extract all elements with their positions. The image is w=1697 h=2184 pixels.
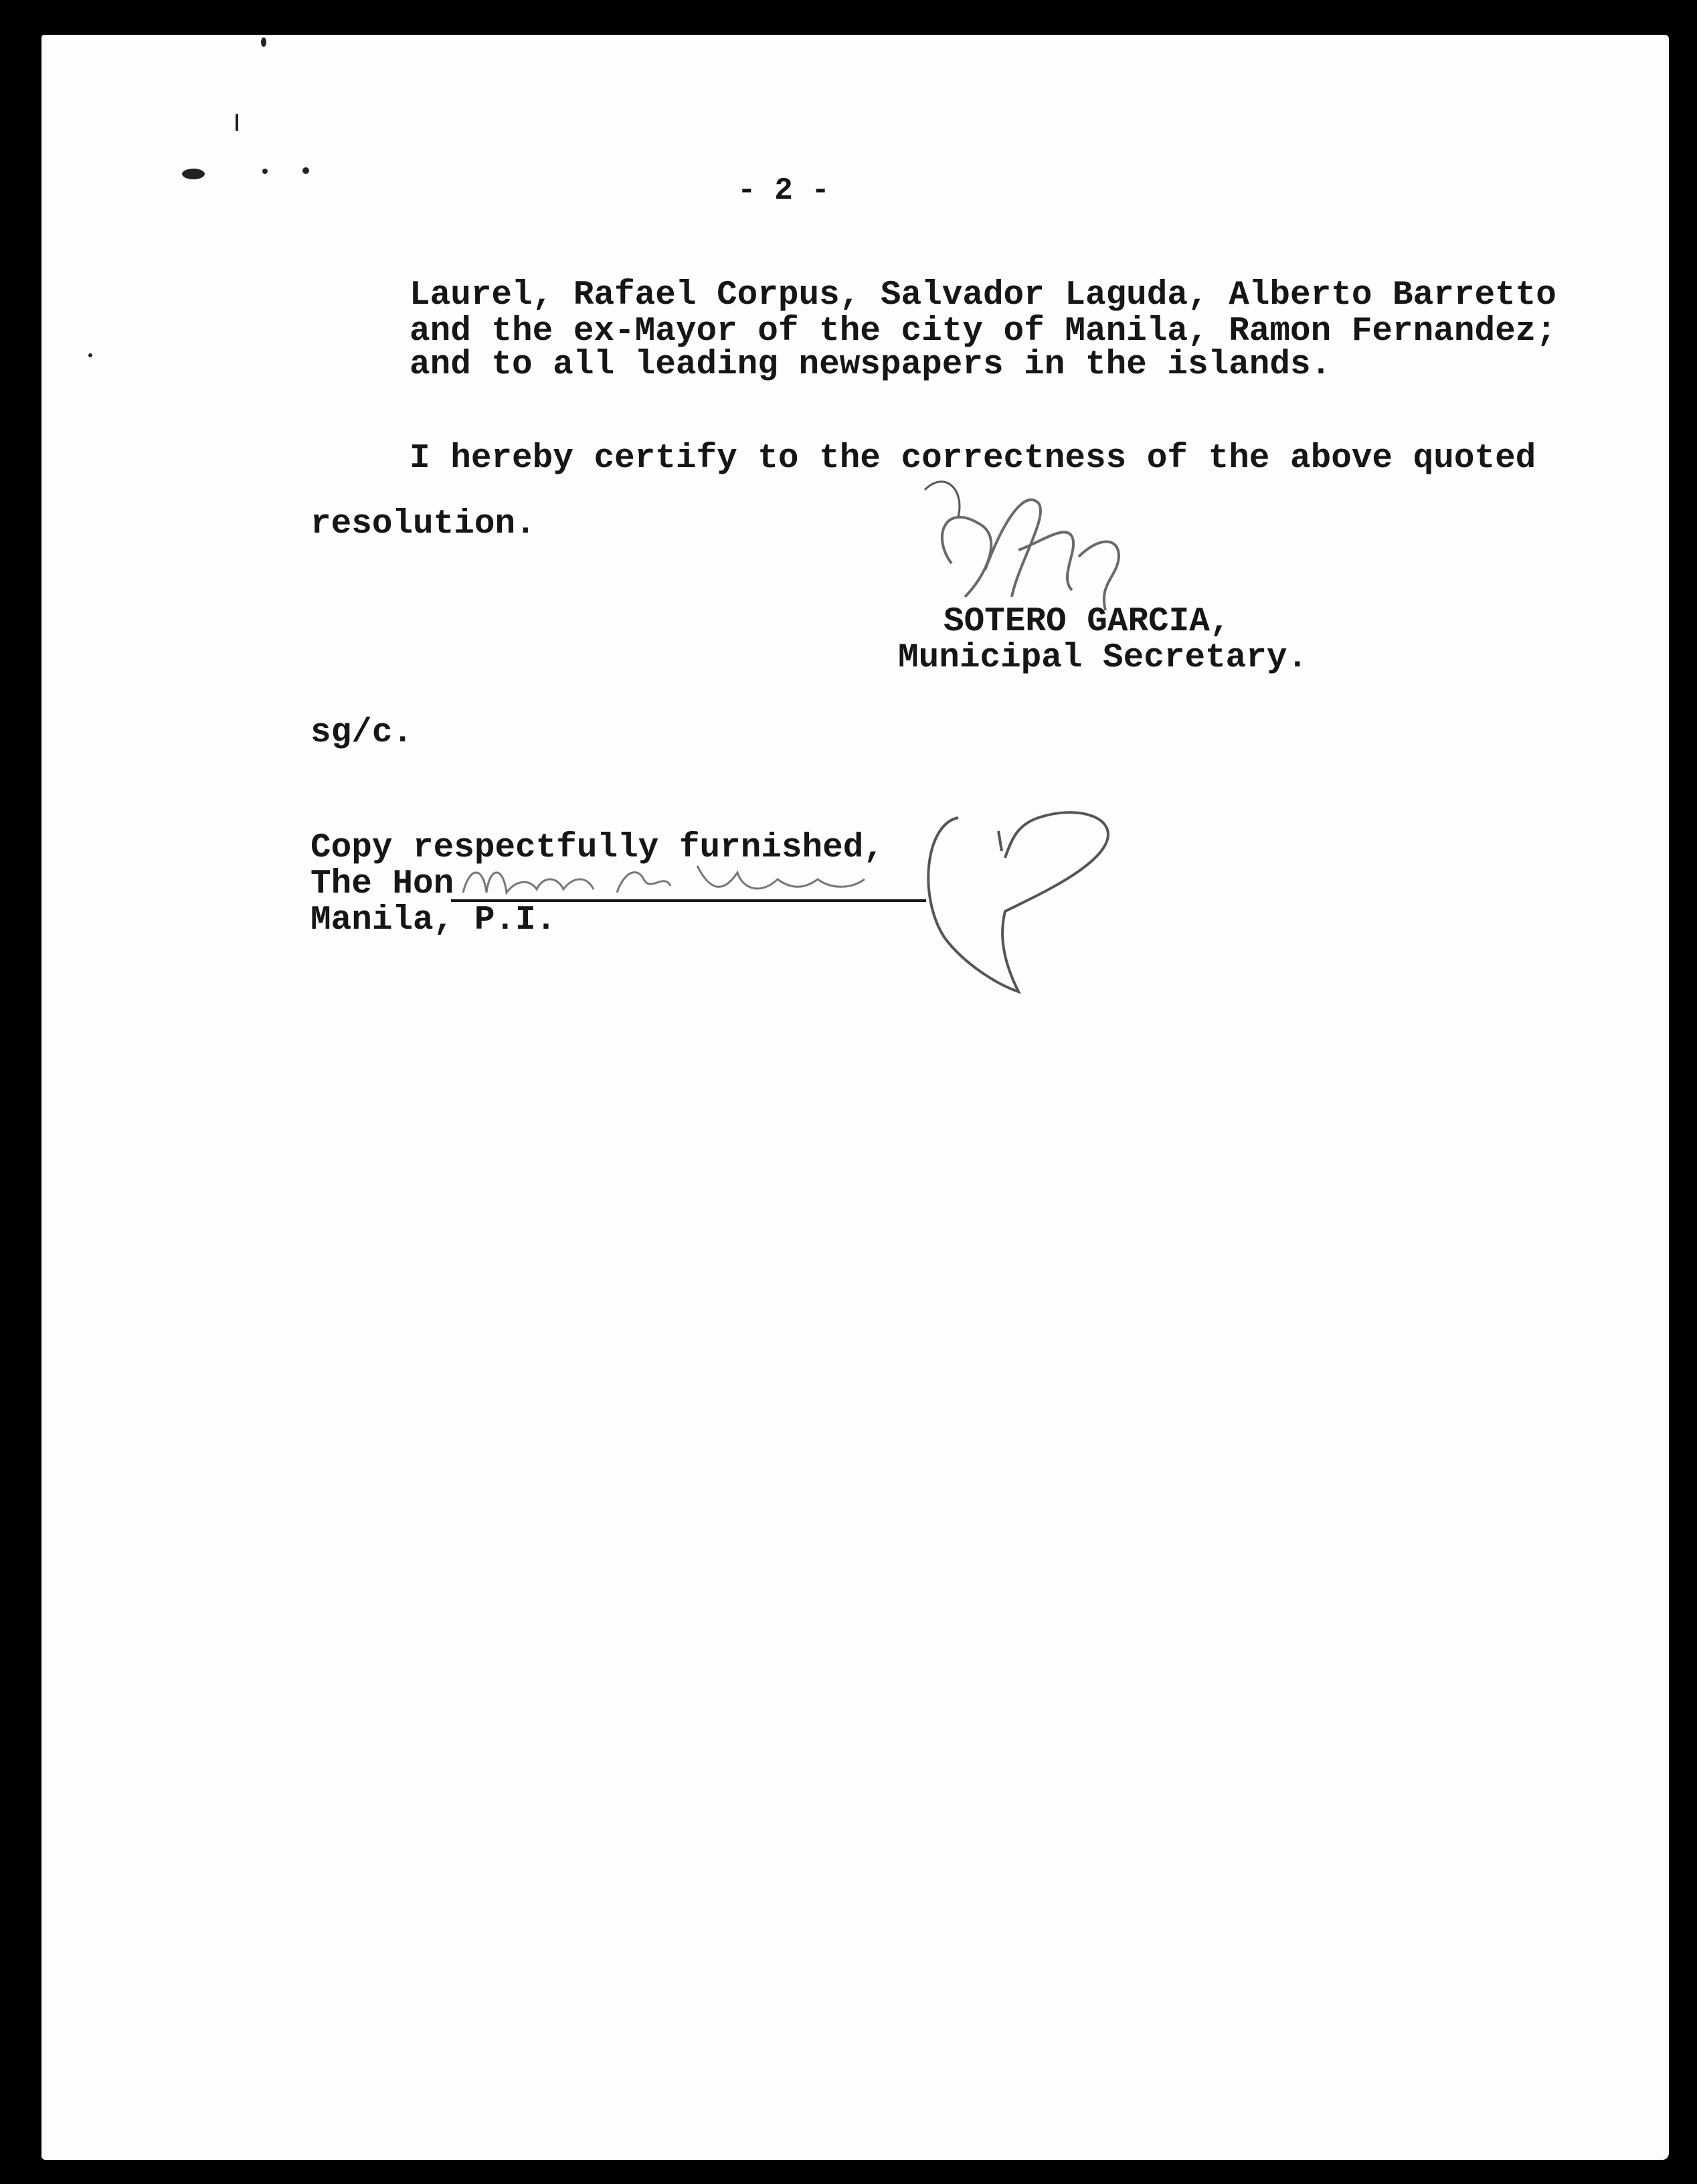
paragraph-line: and the ex-Mayor of the city of Manila, Ramon Fernandez; <box>410 312 1556 351</box>
scan-speck <box>236 114 238 131</box>
copy-furnished-line: Copy respectfully furnished, <box>310 829 884 867</box>
scan-speck <box>182 169 205 179</box>
document-page <box>41 35 1669 2160</box>
certification-line: I hereby certify to the correctness of the above quoted <box>410 440 1536 478</box>
handwritten-mark <box>905 791 1146 1005</box>
scan-speck <box>302 167 309 174</box>
copy-furnished-line: Manila, P.I. <box>310 901 557 939</box>
copy-furnished-line: The Hon <box>310 865 454 903</box>
paragraph-line: Laurel, Rafael Corpus, Salvador Laguda, Alberto Barretto <box>410 276 1556 314</box>
paragraph-line: and to all leading newspapers in the islands. <box>410 346 1332 384</box>
signer-title: Municipal Secretary. <box>898 639 1308 677</box>
scan-speck <box>262 169 268 174</box>
scan-speck <box>88 353 92 357</box>
signer-name: SOTERO GARCIA, <box>944 603 1231 641</box>
page-number: - 2 - <box>737 173 830 208</box>
scan-speck <box>261 37 266 47</box>
handwritten-addressee-name <box>456 852 925 906</box>
reference-initials: sg/c. <box>310 714 414 752</box>
certification-line: resolution. <box>310 505 536 543</box>
